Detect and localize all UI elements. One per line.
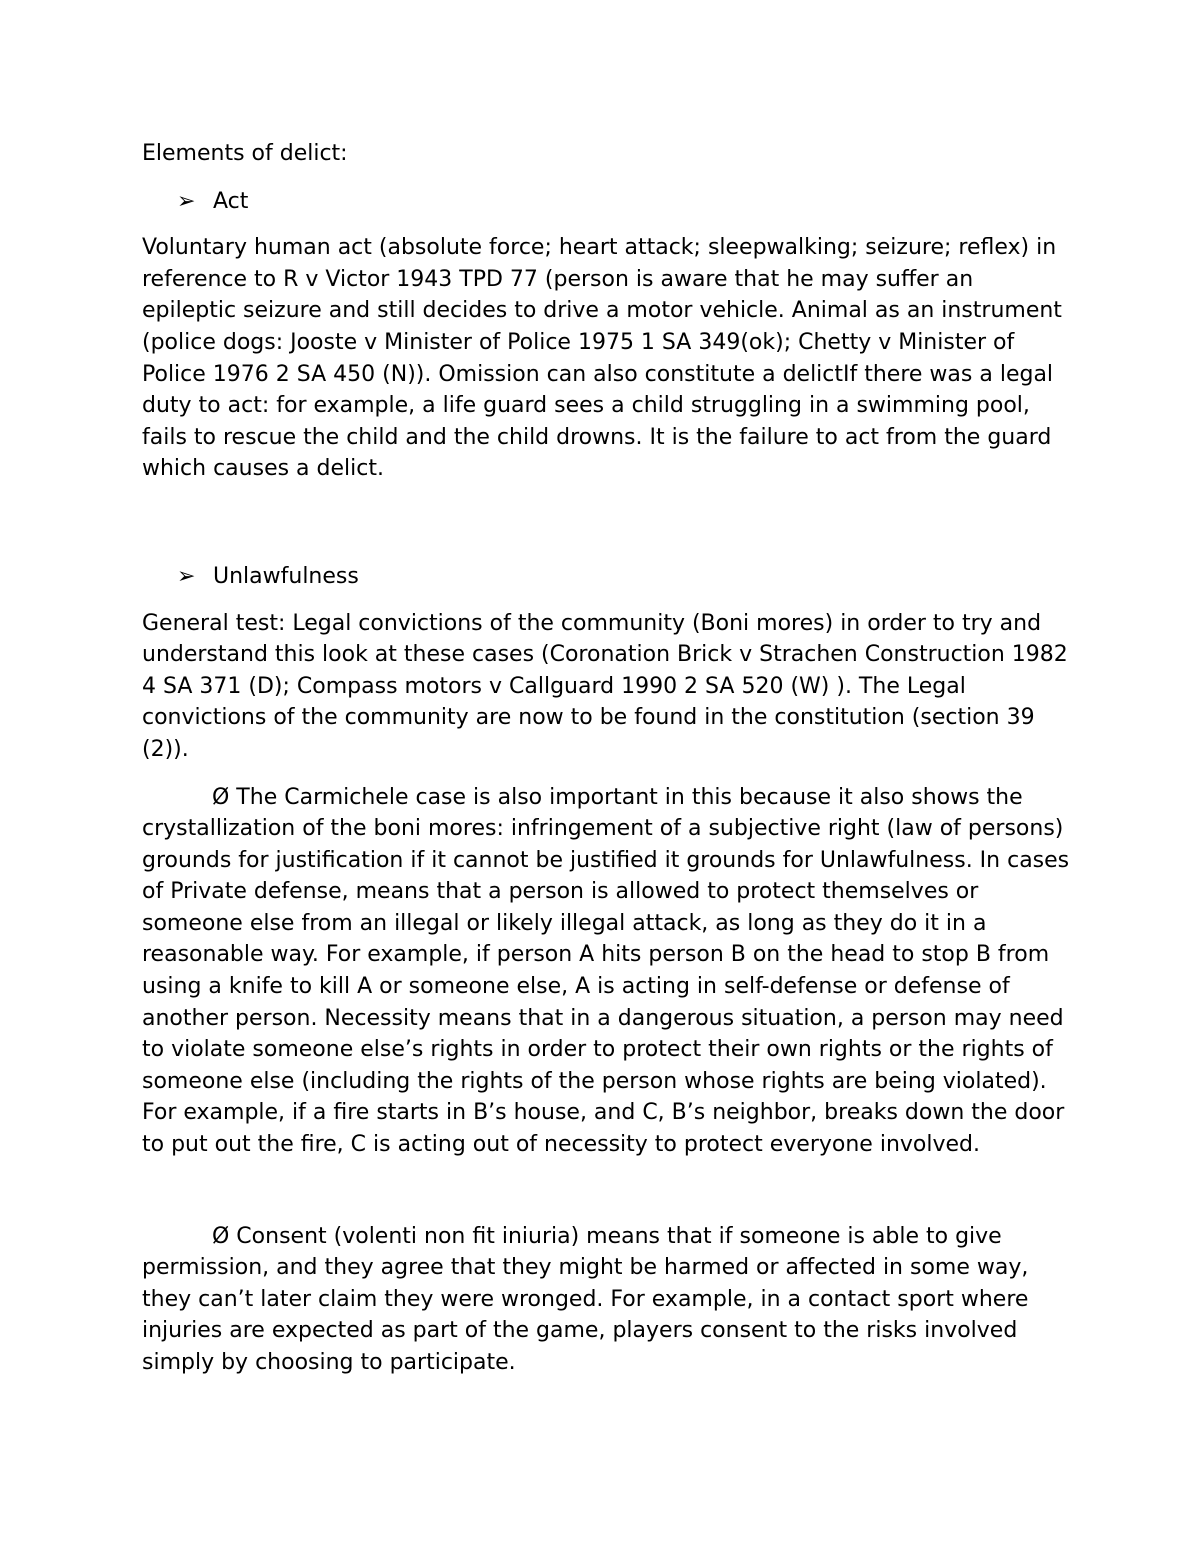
- document-page: [142, 138, 1072, 1395]
- spacer: [142, 501, 1072, 561]
- section-heading-label: Unlawfulness: [213, 563, 359, 589]
- carmichele-subpoint: Ø The Carmichele case is also important in this because it also shows the crystallization of the boni mores: infringement of a subjective right (law of persons) grounds for justification if it cannot be justified it grounds for Unlawfulness. In cases of Private defense, means that a person is allowed to protect themselves or someone else from an illegal or likely illegal attack, as long as they do it in a reasonable way. For example, if person A hits person B on the head to stop B from using a knife to kill A or someone else, A is acting in self-defense or defense of another person. Necessity means that in a dangerous situation, a person may need to violate someone else’s rights in order to protect their own rights or the rights of someone else (including the rights of the person whose rights are being violated). For example, if a fire starts in B’s house, and C, B’s neighbor, breaks down the door to put out the fire, C is acting out of necessity to protect everyone involved.: [142, 784, 1070, 1158]
- act-paragraph: Voluntary human act (absolute force; heart attack; sleepwalking; seizure; reflex) in reference to R v Victor 1943 TPD 77 (person is aware that he may suffer an epileptic seizure and still decides to drive a motor vehicle. Animal as an instrument (police dogs: Jooste v Minister of Police 1975 1 SA 349(ok); Chetty v Minister of Police 1976 2 SA 450 (N)). Omission can also constitute a delictIf there was a legal duty to act: for example, a life guard sees a child struggling in a swimming pool, fails to rescue the child and the child drowns. It is the failure to act from the guard which causes a delict.: [142, 235, 1062, 482]
- section-heading-unlawfulness: [177, 561, 1072, 593]
- arrow-bullet-icon: ➢: [177, 188, 196, 214]
- consent-subpoint: Ø Consent (volenti non fit iniuria) means that if someone is able to give permission, and they agree that they might be harmed or affected in some way, they can’t later claim they were wronged. For example, in a contact sport where injuries are expected as part of the game, players consent to the risks involved simply by choosing to participate.: [142, 1223, 1029, 1375]
- section-heading-label: Act: [213, 188, 249, 214]
- unlawfulness-paragraph: General test: Legal convictions of the community (Boni mores) in order to try and understand this look at these cases (Coronation Brick v Strachen Construction 1982 4 SA 371 (D); Compass motors v Callguard 1990 2 SA 520 (W) ). The Legal convictions of the community are now to be found in the constitution (section 39 (2)).: [142, 610, 1068, 762]
- arrow-bullet-icon: ➢: [177, 563, 196, 589]
- section-heading-act: [177, 186, 1072, 218]
- spacer: [142, 1177, 1072, 1221]
- document-title: Elements of delict:: [142, 141, 348, 166]
